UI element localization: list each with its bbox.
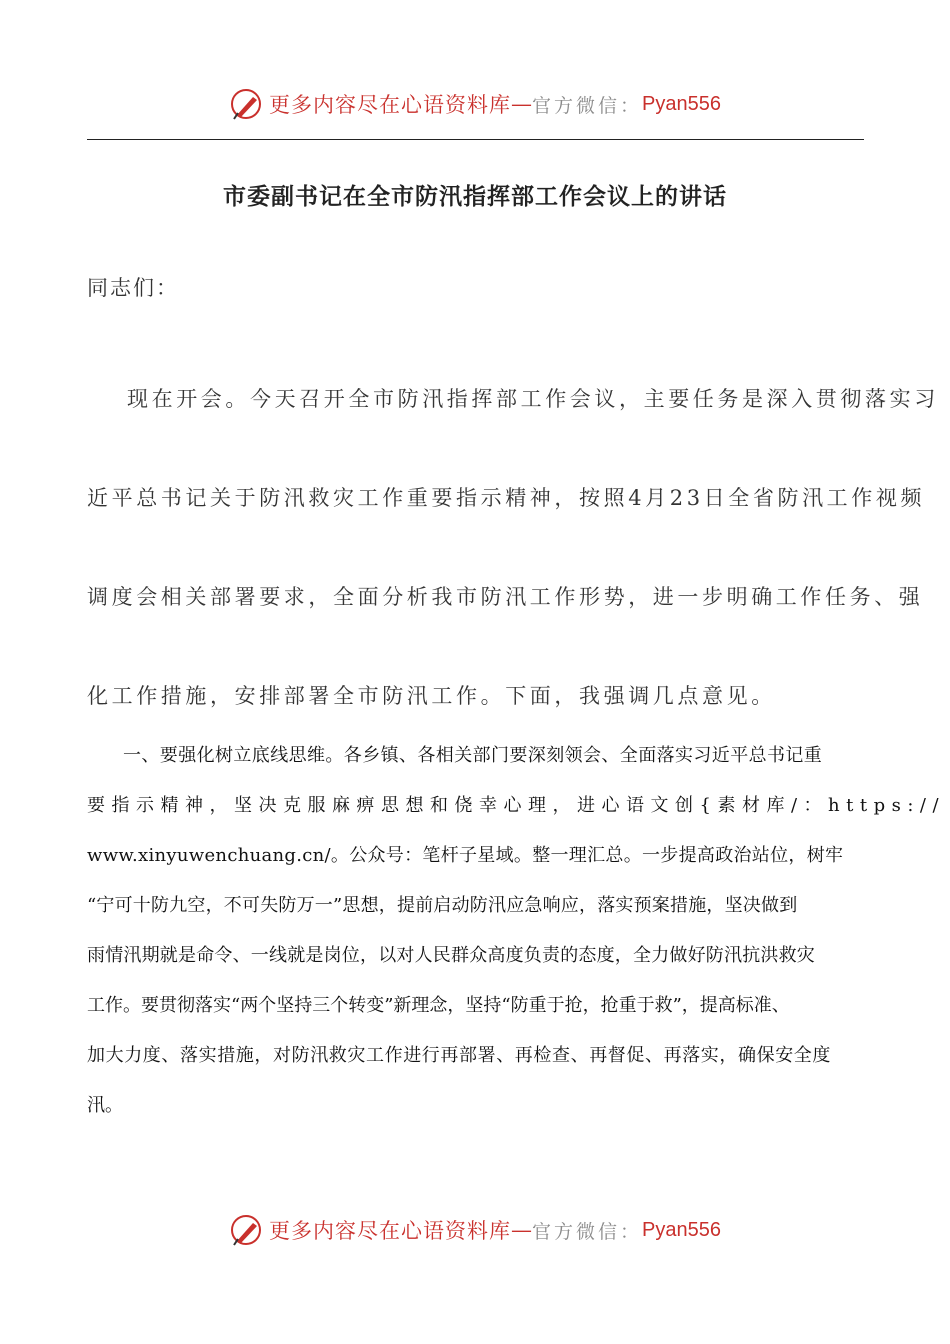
paragraph-point-one — [87, 731, 946, 1131]
banner-wechat-label: 官方微信： — [532, 94, 643, 117]
paragraph-line: 近平总书记关于防汛救灾工作重要指示精神，按照4月23日全省防汛工作视频 — [87, 486, 926, 510]
paragraph-line: 要指示精神，坚决克服麻痹思想和侥幸心理，进心语文创{素材库/：https:// — [87, 795, 946, 816]
header-banner — [0, 84, 950, 124]
paragraph-line: 工作。要贯彻落实“两个坚持三个转变”新理念，坚持“防重于抢，抢重于救”，提高标准、 — [87, 995, 790, 1016]
paragraph-line: 一、要强化树立底线思维。各乡镇、各相关部门要深刻领会、全面落实习近平总书记重 — [123, 745, 823, 766]
paragraph-line: 调度会相关部署要求，全面分析我市防汛工作形势，进一步明确工作任务、强 — [87, 585, 924, 609]
banner-dash: — — [511, 1218, 532, 1242]
banner-wechat-label: 官方微信： — [532, 1220, 643, 1243]
paragraph-opening — [87, 350, 939, 746]
banner-wechat-id: Pyan556 — [642, 1218, 721, 1241]
pen-logo-icon — [229, 87, 263, 121]
banner-dash: — — [511, 92, 532, 116]
footer-banner — [0, 1210, 950, 1250]
banner-brand-text: 更多内容尽在心语资料库 — [269, 93, 511, 117]
paragraph-line: “宁可十防九空，不可失防万一”思想，提前启动防汛应急响应，落实预案措施，坚决做到 — [87, 895, 798, 916]
paragraph-line: 雨情汛期就是命令、一线就是岗位，以对人民群众高度负责的态度，全力做好防汛抗洪救灾 — [87, 945, 815, 966]
header-divider — [87, 139, 864, 140]
salutation: 同志们： — [87, 276, 179, 300]
paragraph-line: www.xinyuwenchuang.cn/。公众号：笔杆子星域。整一理汇总。一步提高政治站位，树牢 — [87, 845, 844, 866]
banner-wechat-id: Pyan556 — [642, 92, 721, 115]
pen-logo-icon — [229, 1213, 263, 1247]
paragraph-line: 加大力度、落实措施，对防汛救灾工作进行再部署、再检查、再督促、再落实，确保安全度 — [87, 1045, 831, 1066]
paragraph-line: 现在开会。今天召开全市防汛指挥部工作会议，主要任务是深入贯彻落实习 — [127, 387, 939, 411]
paragraph-line: 化工作措施，安排部署全市防汛工作。下面，我强调几点意见。 — [87, 684, 776, 708]
banner-brand-text: 更多内容尽在心语资料库 — [269, 1219, 511, 1243]
paragraph-line: 汛。 — [87, 1095, 123, 1116]
document-title: 市委副书记在全市防汛指挥部工作会议上的讲话 — [223, 183, 727, 210]
